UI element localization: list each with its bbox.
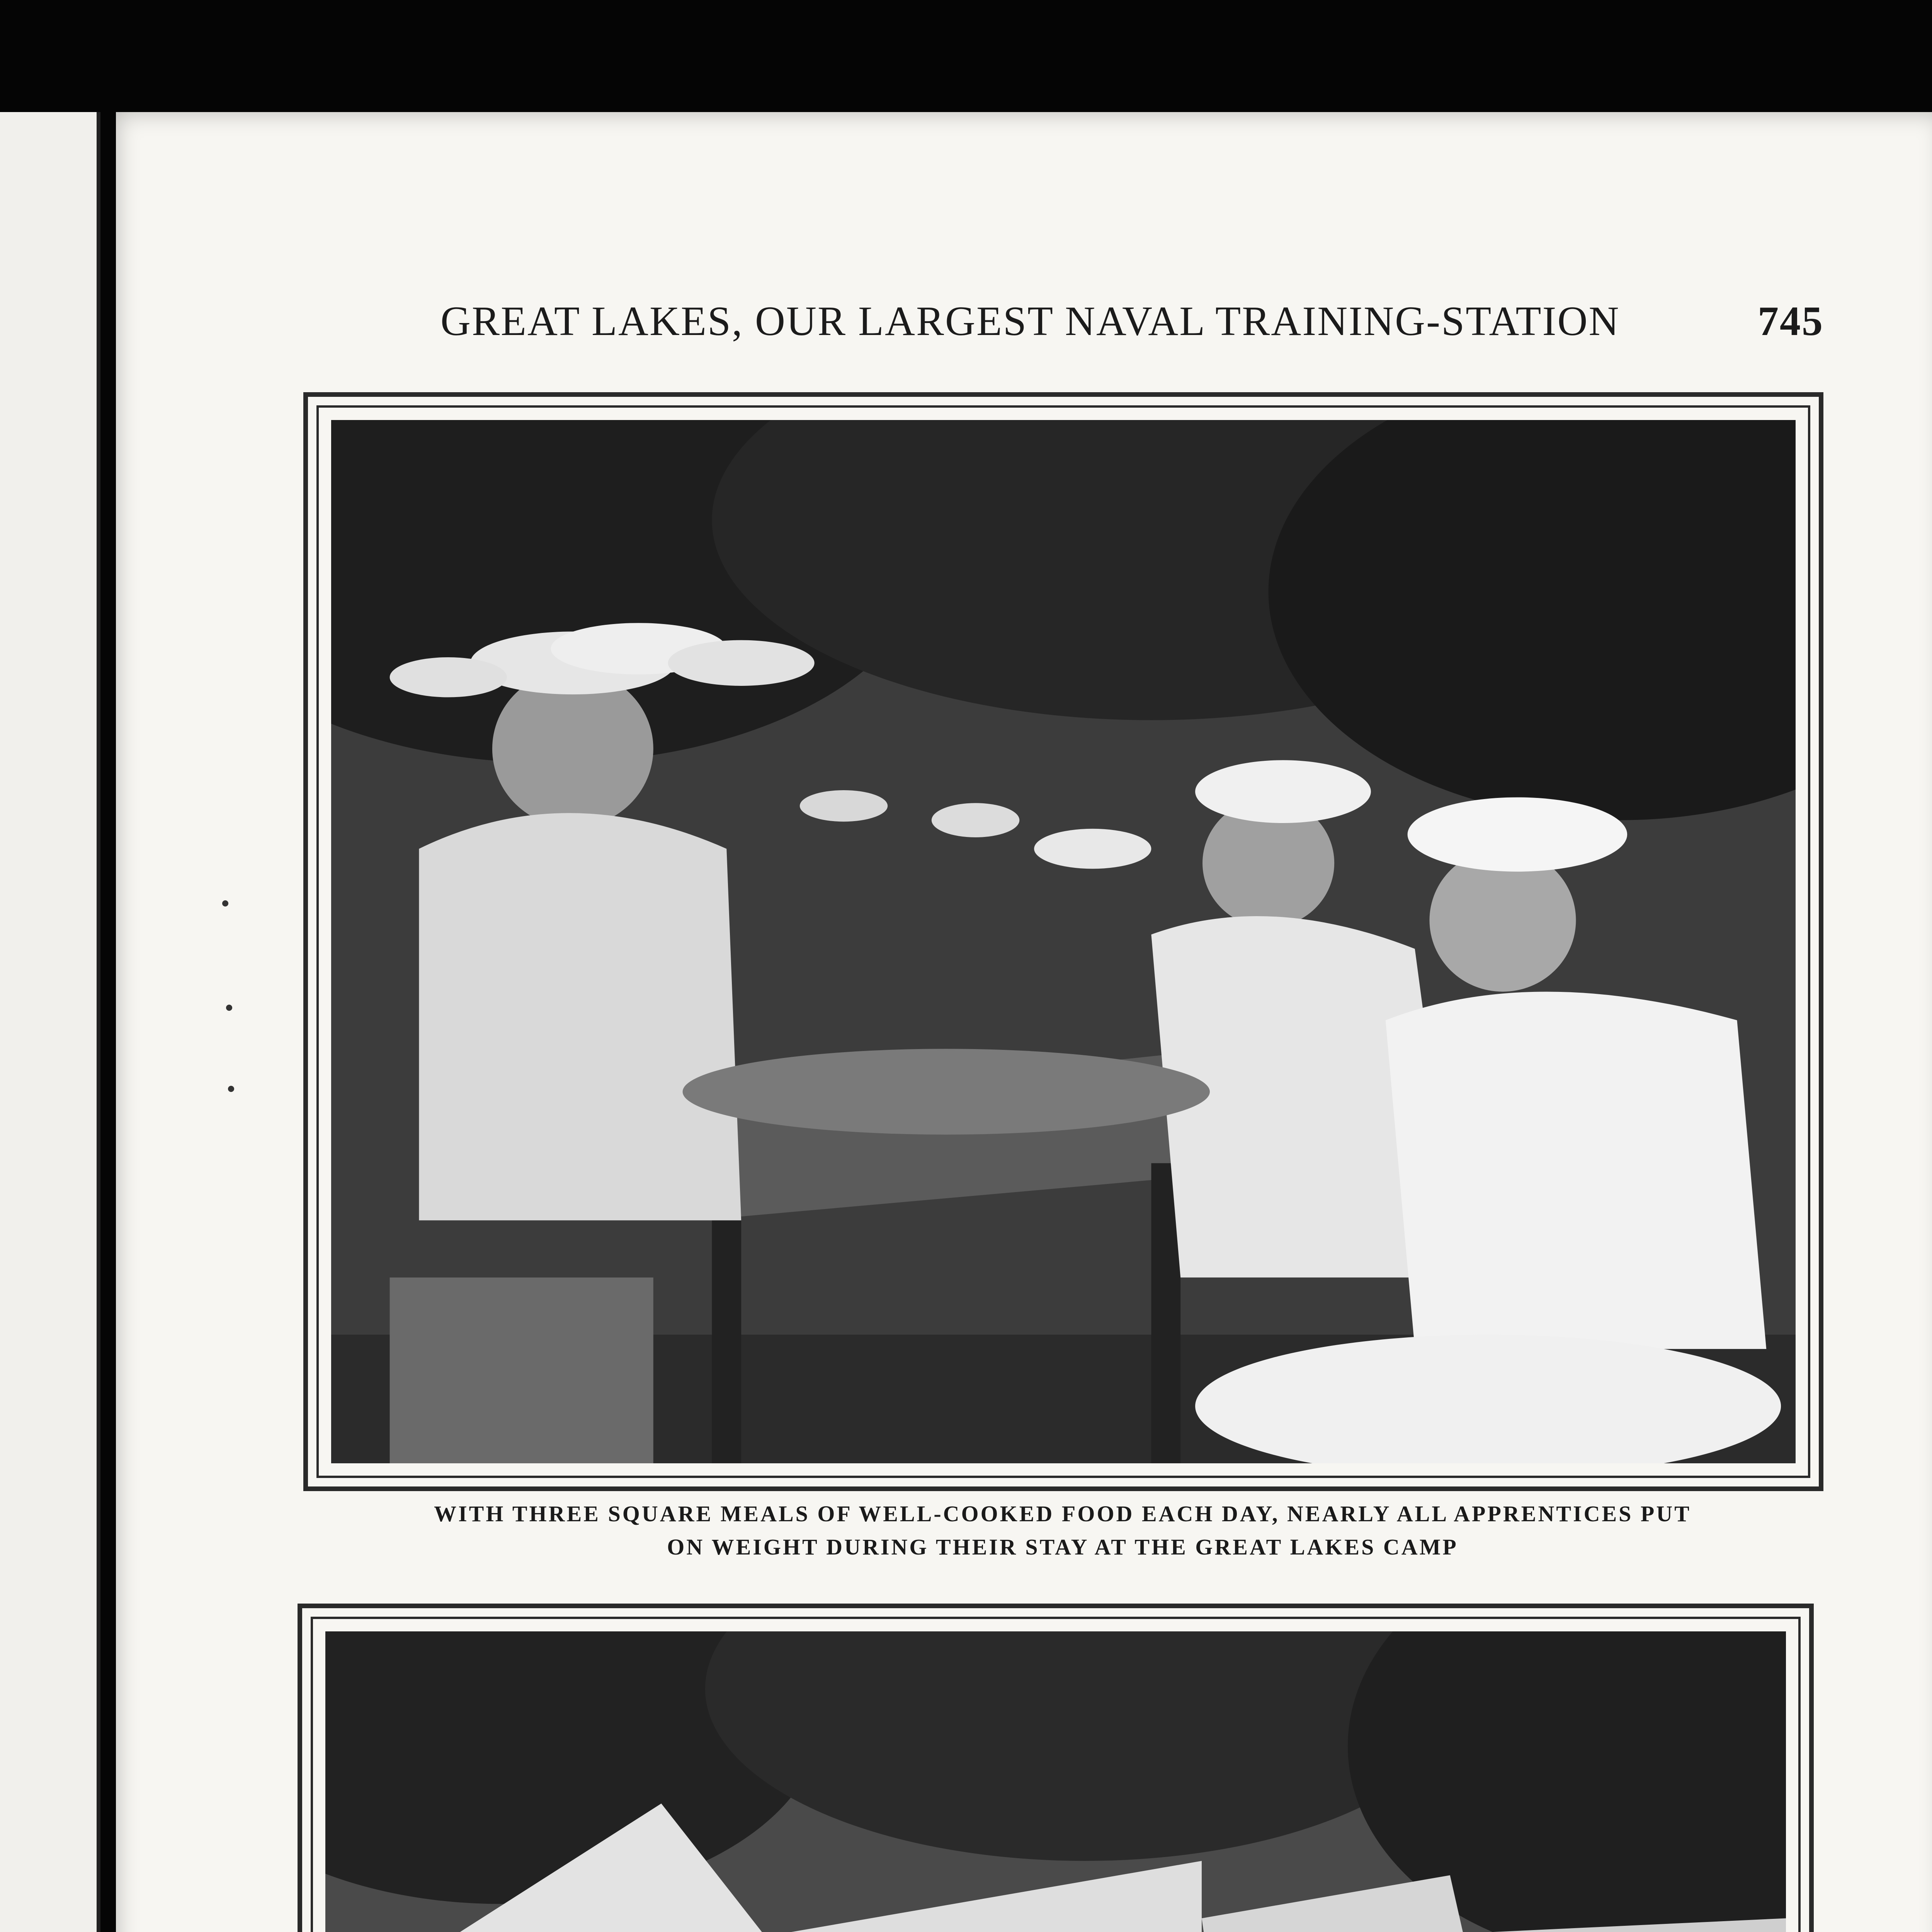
running-head [440,298,1824,345]
caption-top-line1: WITH THREE SQUARE MEALS OF WELL-COOKED FOOD EACH DAY, NEARLY ALL APPRENTICES PUT [434,1501,1691,1526]
margin-speck [222,900,228,906]
caption-top [309,1497,1816,1564]
photo-frame-top [303,392,1823,1491]
page-number: 745 [1758,298,1824,344]
photo-mess-line [325,1631,1786,1932]
photo-sailors-eating-image [331,420,1796,1463]
photo-mess-line-image [325,1631,1786,1932]
running-head-title: GREAT LAKES, OUR LARGEST NAVAL TRAINING-STATION [440,298,1620,344]
photo-sailors-eating [331,420,1796,1463]
left-page-edge [0,112,100,1932]
photo-frame-bottom [298,1604,1814,1932]
margin-speck [228,1086,234,1092]
caption-top-line2: ON WEIGHT DURING THEIR STAY AT THE GREAT LAKES CAMP [667,1534,1458,1560]
margin-speck [226,1005,232,1011]
